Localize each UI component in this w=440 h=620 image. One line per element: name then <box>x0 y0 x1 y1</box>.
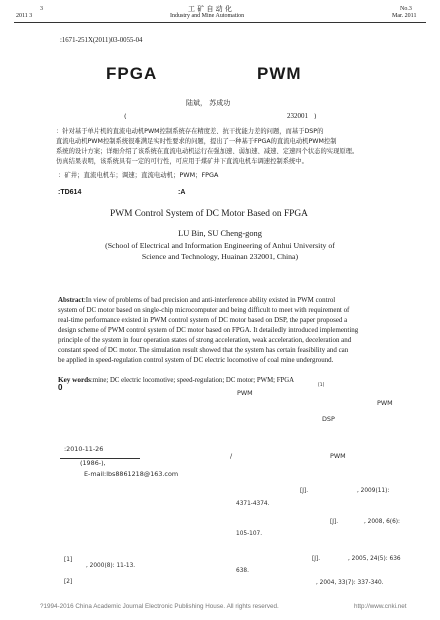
en-authors: LU Bin, SU Cheng-gong <box>178 229 262 238</box>
reference-fragment: , 2004, 33(7): 337-340. <box>316 580 384 586</box>
reference-fragment: 105-107. <box>236 531 263 537</box>
reference-fragment: 638. <box>236 568 249 574</box>
reference-fragment: [1] <box>64 557 73 563</box>
footer-url[interactable]: http://www.cnki.net <box>354 603 407 610</box>
cn-class-number: :TD614 <box>58 189 82 196</box>
cn-affiliation-close: ) <box>314 112 317 120</box>
en-abstract-line: system of DC motor based on single-chip microcomputer and being difficult to meet with requirement of <box>58 306 350 314</box>
issue-no: No.3 <box>400 6 412 12</box>
header-rule <box>14 22 426 23</box>
body-fragment: / <box>230 452 233 460</box>
en-abstract-label: Abstract <box>58 296 84 304</box>
body-fragment: PWM <box>377 399 393 407</box>
en-abstract-line: design scheme of PWM control system of DC motor based on FPGA. It detailedly introduced implementing <box>58 326 359 334</box>
issue-month: Mar. 2011 <box>392 13 417 19</box>
cn-title-right: PWM <box>257 64 302 83</box>
en-keywords-text: :mine; DC electric locomotive; speed-regulation; DC motor; PWM; FPGA <box>90 377 295 384</box>
citation-marker: [1] <box>318 383 325 388</box>
journal-title-en: Industry and Mine Automation <box>170 13 245 19</box>
year-issue: 2011 3 <box>16 13 33 19</box>
cn-keywords: ：矿井；直流电机车；调速；直流电动机；PWM；FPGA <box>58 171 219 179</box>
cn-authors: 陆斌， 苏成功 <box>186 99 231 107</box>
cn-affiliation-postcode: 232001 <box>287 112 308 120</box>
en-abstract-line: be applied in speed-regulation control system of DC electric locomotive of coal mine underground. <box>58 356 334 364</box>
reference-fragment: [2] <box>64 579 73 585</box>
cn-abstract-line: 仿真结果表明，该系统具有一定的可行性，可应用于煤矿井下直流电机车调速控制系统中。 <box>56 158 308 165</box>
article-id: :1671-251X(2011)03-0055-04 <box>60 37 143 44</box>
cn-affiliation-open: ( <box>124 112 127 120</box>
cn-abstract-line: 系统的设计方案；详细介绍了该系统在直流电动机运行在强加速、弱加速、减速、定速四个状态的实现原理。 <box>56 148 359 155</box>
reference-fragment: , 2009(11): <box>357 488 390 494</box>
body-fragment: DSP <box>322 415 335 423</box>
author-email: E-mail:lbs8861218@163.com <box>84 470 179 478</box>
reference-fragment: , 2000(8): 11-13. <box>86 563 136 569</box>
en-affiliation-line: Science and Technology, Huainan 232001, China) <box>141 251 299 261</box>
en-abstract-line: principle of the system in four operation states of strong acceleration, weak acceleration, deceleration and <box>58 336 352 344</box>
reference-fragment: [J]. <box>312 556 321 562</box>
reference-fragment: [J]. <box>300 488 309 494</box>
en-title: PWM Control System of DC Motor Based on FPGA <box>110 209 308 219</box>
author-bio: (1986-), <box>80 459 106 467</box>
body-fragment: PWM <box>330 452 346 460</box>
en-affiliation <box>0 241 440 262</box>
en-keywords <box>58 367 294 386</box>
en-abstract-line: real-time performance existed in PWM control system of DC motor based on DSP, the paper proposed a <box>58 316 348 324</box>
body-fragment: PWM <box>237 389 253 397</box>
en-abstract-line-text: :In view of problems of bad precision and anti-interference ability existed in PWM control <box>83 296 336 304</box>
section-number: 0 <box>58 383 63 392</box>
cn-abstract-line: 直流电动机PWM控制系统很难满足实时性要求的问题，提出了一种基于FPGA的直流电动机PWM控制 <box>56 138 337 145</box>
copyright-footer: ?1994-2016 China Academic Journal Electronic Publishing House. All rights reserved. <box>40 603 279 610</box>
cn-abstract-line: ：针对基于单片机的直流电动机PWM控制系统存在精度差、抗干扰能力差的问题，而基于DSP的 <box>56 128 324 135</box>
reference-fragment: , 2008, 6(6): <box>364 519 400 525</box>
reference-fragment: , 2005, 24(5): 636 <box>348 556 401 562</box>
reference-fragment: [J]. <box>330 519 339 525</box>
reference-fragment: 4371-4374. <box>236 501 270 507</box>
journal-title-cn: 工 矿 自 动 化 <box>188 5 232 13</box>
en-abstract <box>58 295 413 365</box>
en-abstract-line <box>58 295 413 305</box>
volume-number: 3 <box>40 6 43 12</box>
cn-doc-code: :A <box>178 189 186 196</box>
en-abstract-line: constant speed of DC motor. The simulation result showed that the system has certain feasibility and can <box>58 346 349 354</box>
en-affiliation-line: (School of Electrical and Information Engineering of Anhui University of <box>105 241 335 250</box>
cn-abstract <box>56 127 412 167</box>
cn-title-left: FPGA <box>106 64 158 83</box>
received-date: :2010-11-26 <box>64 445 104 453</box>
en-keywords-label: Key words <box>58 376 91 384</box>
